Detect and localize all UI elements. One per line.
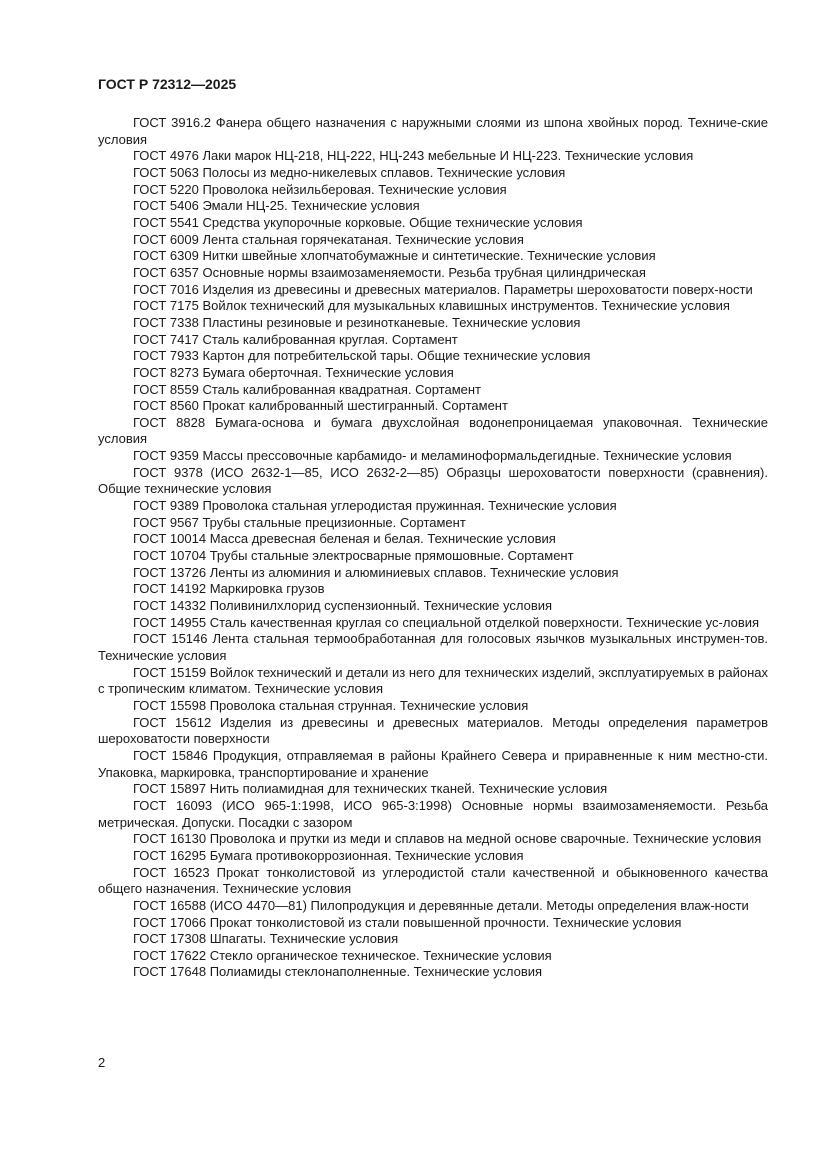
reference-item: ГОСТ 13726 Ленты из алюминия и алюминиевых сплавов. Технические условия [133,564,619,580]
reference-item: ГОСТ 14955 Сталь качественная круглая со специальной отделкой поверхности. Технические ус-ловия [133,614,760,630]
reference-item: ГОСТ 8828 Бумага-основа и бумага двухслойная водонепроницаемая упаковочная. Технические условия [98,414,768,447]
reference-item: ГОСТ 15146 Лента стальная термообработанная для голосовых язычков музыкальных инструмен-тов. Технические условия [98,631,768,663]
reference-item: ГОСТ 16523 Прокат тонколистовой из углеродистой стали качественной и обыкновенного качества общего назначения. Технические условия [98,864,768,897]
reference-item: ГОСТ 6009 Лента стальная горячекатаная. Технические условия [133,231,524,247]
reference-item: ГОСТ 15897 Нить полиамидная для технических тканей. Технические условия [133,781,608,797]
reference-item: ГОСТ 16093 (ИСО 965-1:1998, ИСО 965-3:1998) Основные нормы взаимозаменяемости. Резьба метрическая. Допуски. Посадки с зазором [98,797,768,830]
reference-item: ГОСТ 9567 Трубы стальные прецизионные. Сортамент [133,514,466,530]
reference-item: ГОСТ 14192 Маркировка грузов [133,581,325,597]
reference-item: ГОСТ 8273 Бумага оберточная. Технические условия [133,364,454,380]
reference-item: ГОСТ 3916.2 Фанера общего назначения с наружными слоями из шпона хвойных пород. Техниче-ские условия [98,115,768,147]
reference-item: ГОСТ 5541 Средства укупорочные корковые. Общие технические условия [133,214,583,230]
reference-item: ГОСТ 14332 Поливинилхлорид суспензионный. Технические условия [133,598,553,614]
reference-item: ГОСТ 9378 (ИСО 2632-1—85, ИСО 2632-2—85) Образцы шероховатости поверхности (сравнения). Общие технические условия [98,464,768,497]
reference-item: ГОСТ 5220 Проволока нейзильберовая. Технические условия [133,181,507,197]
reference-item: ГОСТ 15159 Войлок технический и детали из него для технических изделий, эксплуатируемых в районах с тропическим климатом. Технические условия [98,664,768,697]
reference-item: ГОСТ 15846 Продукция, отправляемая в районы Крайнего Севера и приравненные к ним местно-сти. Упаковка, маркировка, транспортирование и хранение [98,747,768,780]
reference-item: ГОСТ 17308 Шпагаты. Технические условия [133,931,399,947]
document-code-header: ГОСТ Р 72312—2025 [98,76,237,92]
reference-item: ГОСТ 7417 Сталь калиброванная круглая. Сортамент [133,331,458,347]
reference-item: ГОСТ 17648 Полиамиды стеклонаполненные. Технические условия [133,964,543,980]
reference-item: ГОСТ 4976 Лаки марок НЦ-218, НЦ-222, НЦ-243 мебельные И НЦ-223. Технические условия [133,148,694,164]
reference-item: ГОСТ 17066 Прокат тонколистовой из стали повышенной прочности. Технические условия [133,914,682,930]
page-number: 2 [98,1055,106,1070]
reference-item: ГОСТ 7016 Изделия из древесины и древесных материалов. Параметры шероховатости поверх-ности [133,281,753,297]
reference-item: ГОСТ 5063 Полосы из медно-никелевых сплавов. Технические условия [133,164,566,180]
reference-item: ГОСТ 10704 Трубы стальные электросварные прямошовные. Сортамент [133,548,574,564]
reference-item: ГОСТ 7933 Картон для потребительской тары. Общие технические условия [133,348,591,364]
reference-item: ГОСТ 16588 (ИСО 4470—81) Пилопродукция и деревянные детали. Методы определения влаж-ности [133,897,749,913]
reference-item: ГОСТ 7175 Войлок технический для музыкальных клавишных инструментов. Технические условия [133,298,730,314]
reference-item: ГОСТ 8560 Прокат калиброванный шестигранный. Сортамент [133,398,508,414]
reference-item: ГОСТ 9389 Проволока стальная углеродистая пружинная. Технические условия [133,498,617,514]
reference-item: ГОСТ 16295 Бумага противокоррозионная. Технические условия [133,847,524,863]
normative-references-list [98,115,768,981]
reference-item: ГОСТ 9359 Массы прессовочные карбамидо- и меламиноформальдегидные. Технические условия [133,448,732,464]
reference-item: ГОСТ 15598 Проволока стальная струнная. Технические условия [133,697,529,713]
reference-item: ГОСТ 16130 Проволока и прутки из меди и сплавов на медной основе сварочные. Технические условия [133,831,762,847]
reference-item: ГОСТ 17622 Стекло органическое техническое. Технические условия [133,947,552,963]
reference-item: ГОСТ 15612 Изделия из древесины и древесных материалов. Методы определения параметров шероховатости поверхности [98,714,768,747]
reference-item: ГОСТ 6357 Основные нормы взаимозаменяемости. Резьба трубная цилиндрическая [133,264,646,280]
reference-item: ГОСТ 6309 Нитки швейные хлопчатобумажные и синтетические. Технические условия [133,248,656,264]
reference-item: ГОСТ 8559 Сталь калиброванная квадратная. Сортамент [133,381,482,397]
reference-item: ГОСТ 5406 Эмали НЦ-25. Технические условия [133,198,420,214]
reference-item: ГОСТ 7338 Пластины резиновые и резинотканевые. Технические условия [133,314,581,330]
reference-item: ГОСТ 10014 Масса древесная беленая и белая. Технические условия [133,531,556,547]
